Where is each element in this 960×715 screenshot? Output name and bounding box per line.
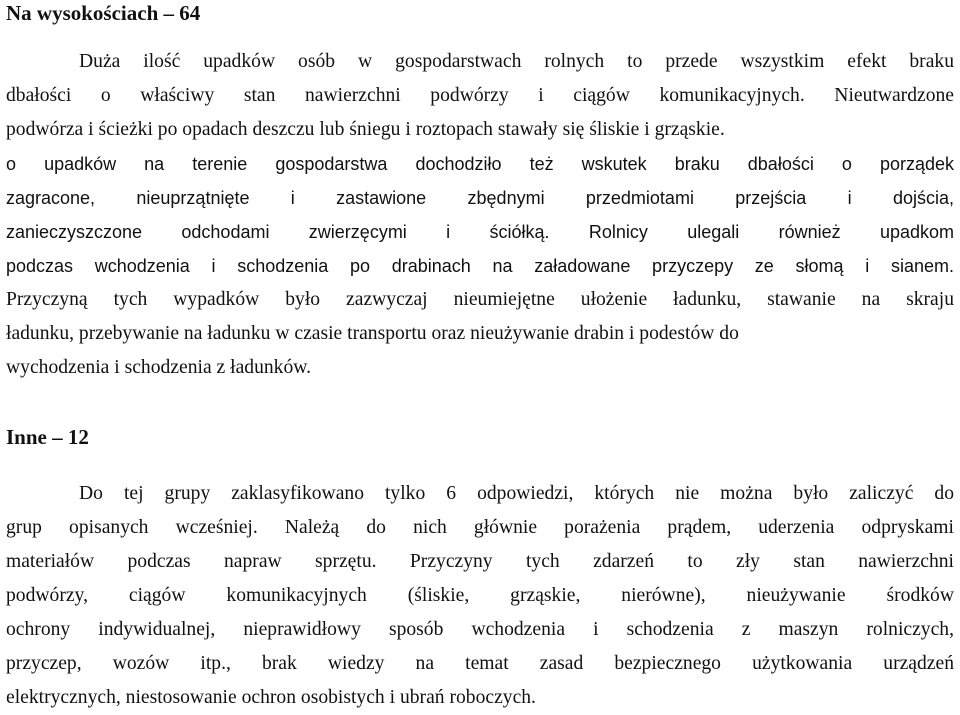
text-line: podwórza i ścieżki po opadach deszczu lub śniegu i roztopach stawały się śliskie i grząskie. bbox=[6, 119, 725, 140]
text-line: materiałów podczas napraw sprzętu. Przyczyny tych zdarzeń to zły stan nawierzchni bbox=[6, 551, 954, 572]
text-line: dbałości o właściwy stan nawierzchni podwórzy i ciągów komunikacyjnych. Nieutwardzone bbox=[6, 85, 954, 106]
text-line: przyczep, wozów itp., brak wiedzy na temat zasad bezpiecznego użytkowania urządzeń bbox=[6, 653, 954, 674]
paragraph-other bbox=[6, 477, 954, 715]
text-line: zagracone, nieuprzątnięte i zastawione zbędnymi przedmiotami przejścia i dojścia, bbox=[6, 188, 954, 208]
text-line: ładunku, przebywanie na ładunku w czasie transportu oraz nieużywanie drabin i podestów do bbox=[6, 323, 739, 344]
text-line: wychodzenia i schodzenia z ładunków. bbox=[6, 357, 312, 378]
text-line: Duża ilość upadków osób w gospodarstwach rolnych to przede wszystkim efekt braku bbox=[79, 51, 954, 72]
text-line: Do tej grupy zaklasyfikowano tylko 6 odpowiedzi, których nie można było zaliczyć do bbox=[79, 483, 954, 504]
section-heading-heights: Na wysokościach – 64 bbox=[6, 1, 201, 25]
text-line: o upadków na terenie gospodarstwa dochodziło też wskutek braku dbałości o porządek bbox=[6, 154, 954, 174]
text-line: zanieczyszczone odchodami zwierzęcymi i ściółką. Rolnicy ulegali również upadkom bbox=[6, 222, 954, 242]
text-line: podwórzy, ciągów komunikacyjnych (śliskie, grząskie, nierówne), nieużywanie środków bbox=[6, 585, 954, 606]
text-line: elektrycznych, niestosowanie ochron osobistych i ubrań roboczych. bbox=[6, 687, 536, 708]
text-line: ochrony indywidualnej, nieprawidłowy sposób wchodzenia i schodzenia z maszyn rolniczych, bbox=[6, 619, 954, 640]
text-line: Przyczyną tych wypadków było zazwyczaj nieumiejętne ułożenie ładunku, stawanie na skraju bbox=[6, 289, 954, 310]
section-heading-other: Inne – 12 bbox=[6, 425, 89, 449]
text-line: grup opisanych wcześniej. Należą do nich głównie porażenia prądem, uderzenia odpryskami bbox=[6, 517, 954, 538]
paragraph-heights bbox=[6, 45, 954, 385]
text-line: podczas wchodzenia i schodzenia po drabinach na załadowane przyczepy ze słomą i sianem. bbox=[6, 256, 954, 276]
